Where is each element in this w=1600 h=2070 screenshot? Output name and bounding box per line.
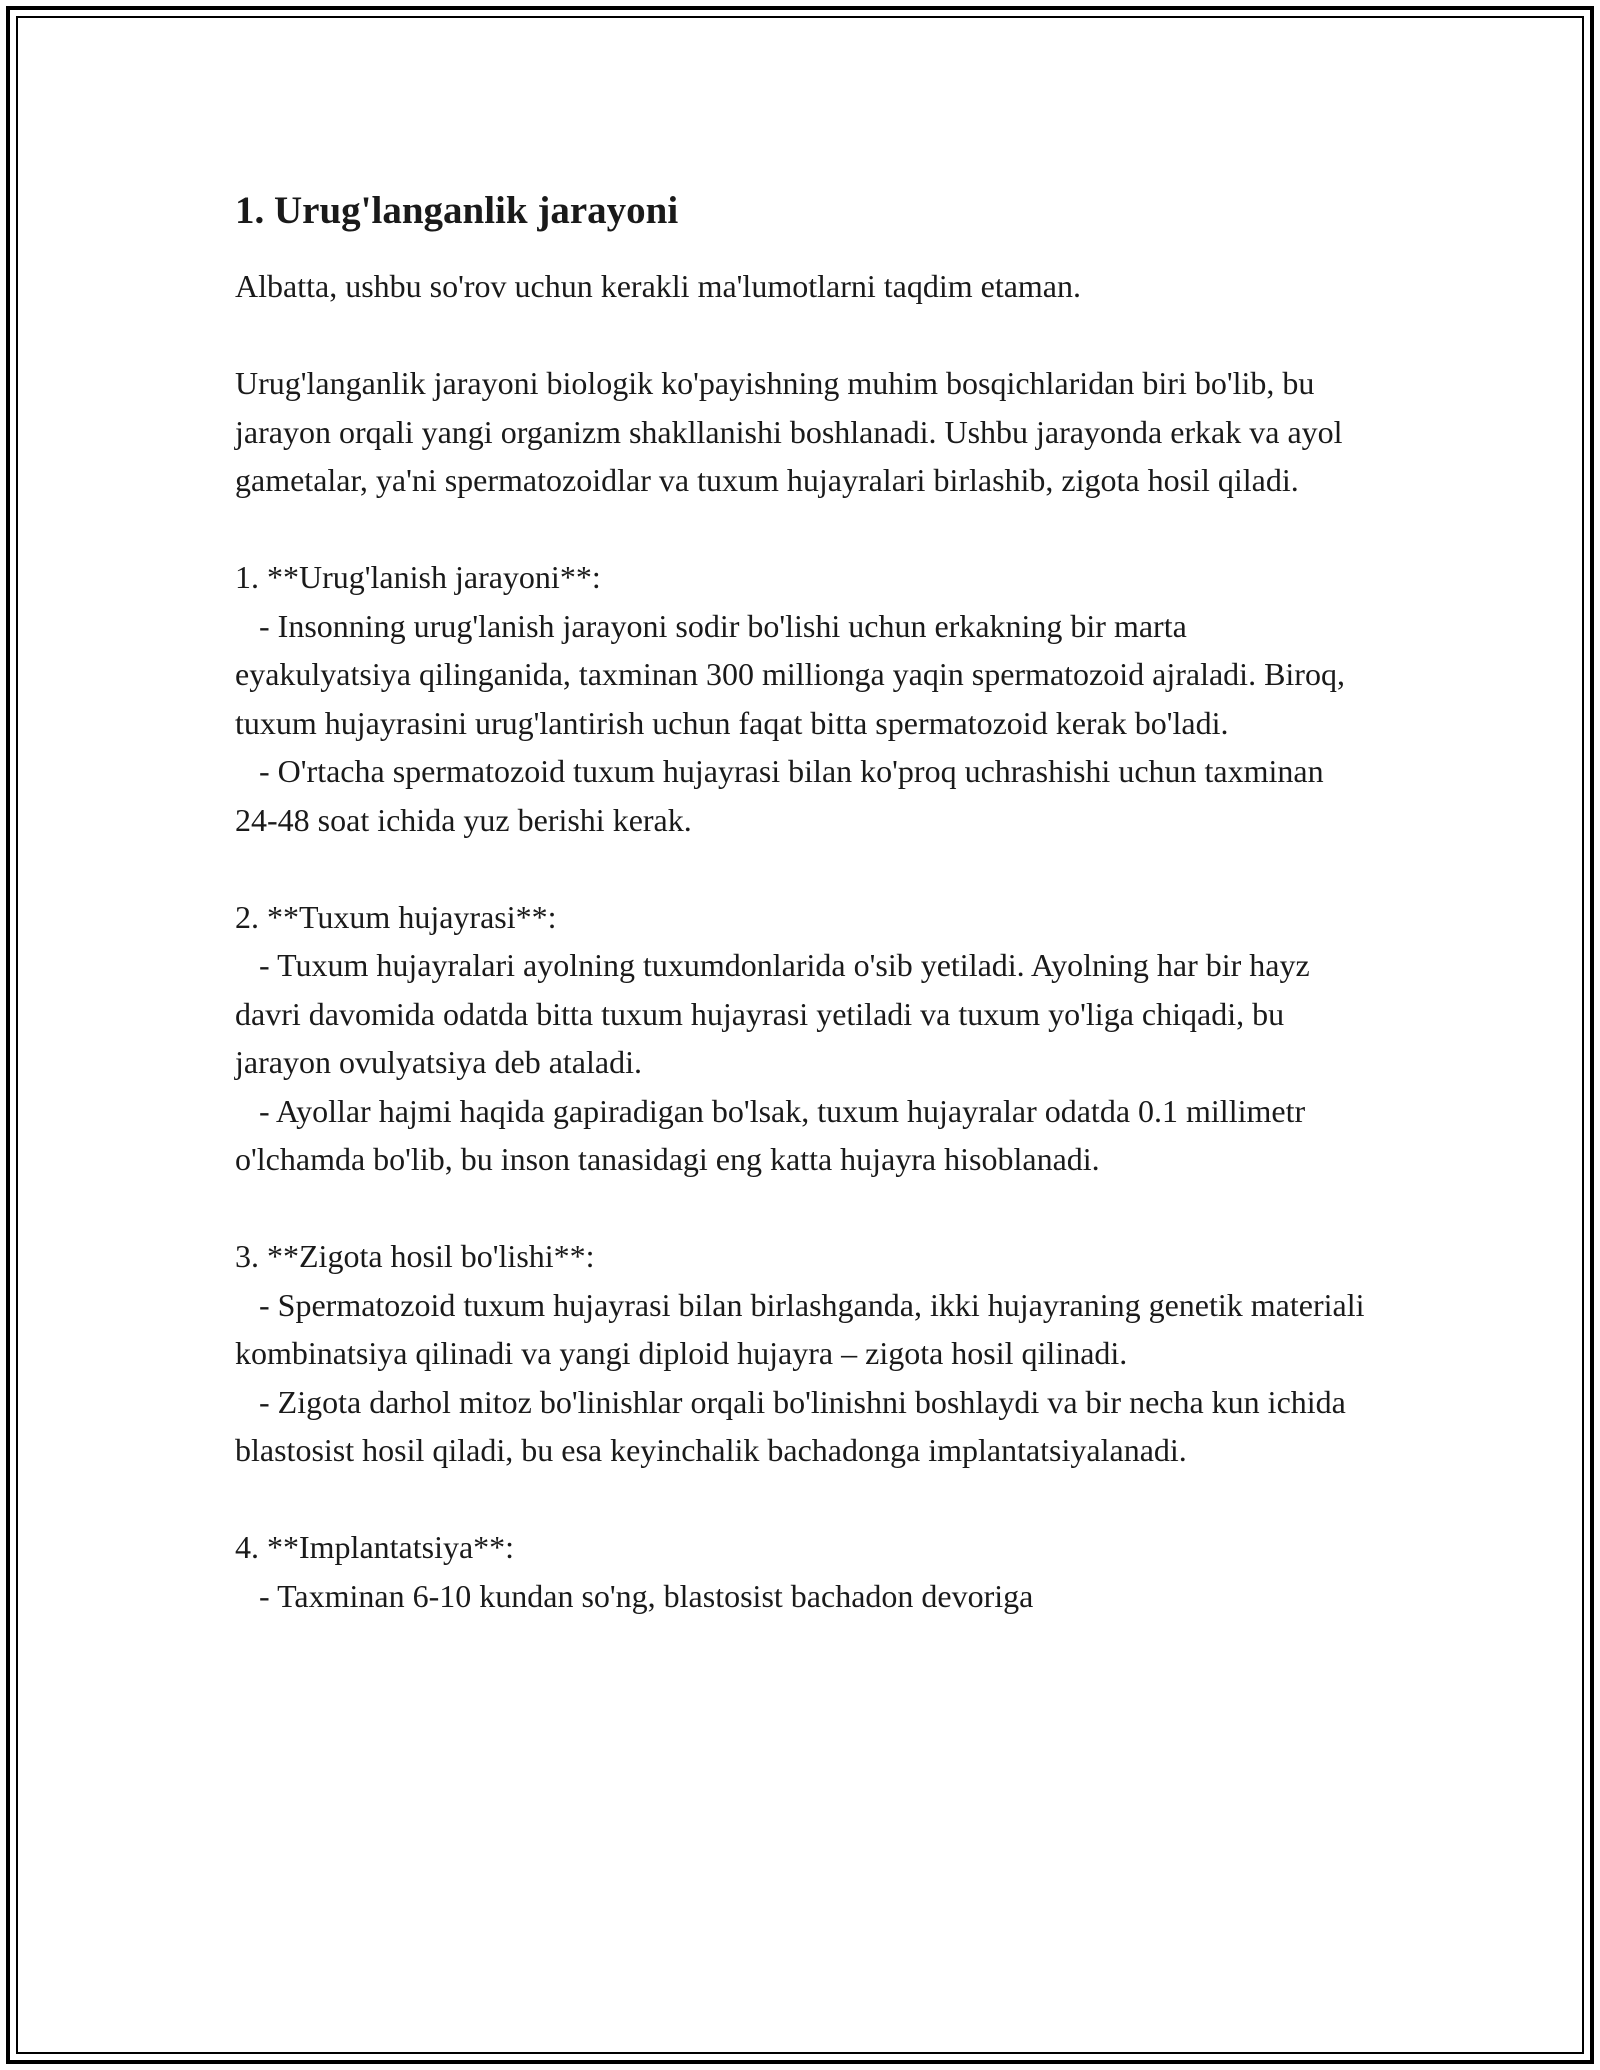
document-title: 1. Urug'langanlik jarayoni — [235, 189, 679, 232]
document-content — [235, 186, 1365, 1620]
document-body: Albatta, ushbu so'rov uchun kerakli ma'lumotlarni taqdim etaman. Urug'langanlik jarayoni biologik ko'payishning muhim bosqichlaridan biri bo'lib, bu jarayon orqali yangi organizm shakllanishi boshlanadi. Ushbu jarayonda erkak va ayol gametalar, ya'ni spermatozoidlar va tuxum hujayralari birlashib, zigota hosil qiladi. 1. **Urug'lanish jarayoni**: - Insonning urug'lanish jarayoni sodir bo'lishi uchun erkakning bir marta eyakulyatsiya qilinganida, taxminan 300 millionga yaqin spermatozoid ajraladi. Biroq, tuxum hujayrasini urug'lantirish uchun faqat bitta spermatozoid kerak bo'ladi. - O'rtacha spermatozoid tuxum hujayrasi bilan ko'proq uchrashishi uchun taxminan 24-48 soat ichida yuz berishi kerak. 2. **Tuxum hujayrasi**: - Tuxum hujayralari ayolning tuxumdonlarida o'sib yetiladi. Ayolning har bir hayz davri davomida odatda bitta tuxum hujayrasi yetiladi va tuxum yo'liga chiqadi, bu jarayon ovulyatsiya deb ataladi. - Ayollar hajmi haqida gapiradigan bo'lsak, tuxum hujayralar odatda 0.1 millimetr o'lchamda bo'lib, bu inson tanasidagi eng katta hujayra hisoblanadi. 3. **Zigota hosil bo'lishi**: - Spermatozoid tuxum hujayrasi bilan birlashganda, ikki hujayraning genetik materiali kombinatsiya qilinadi va yangi diploid hujayra – zigota hosil qilinadi. - Zigota darhol mitoz bo'linishlar orqali bo'linishni boshlaydi va bir necha kun ichida blastosist hosil qiladi, bu esa keyinchalik bachadonga implantatsiyalanadi. 4. **Implantatsiya**: - Taxminan 6-10 kundan so'ng, blastosist bachadon devoriga — [235, 268, 1365, 1614]
